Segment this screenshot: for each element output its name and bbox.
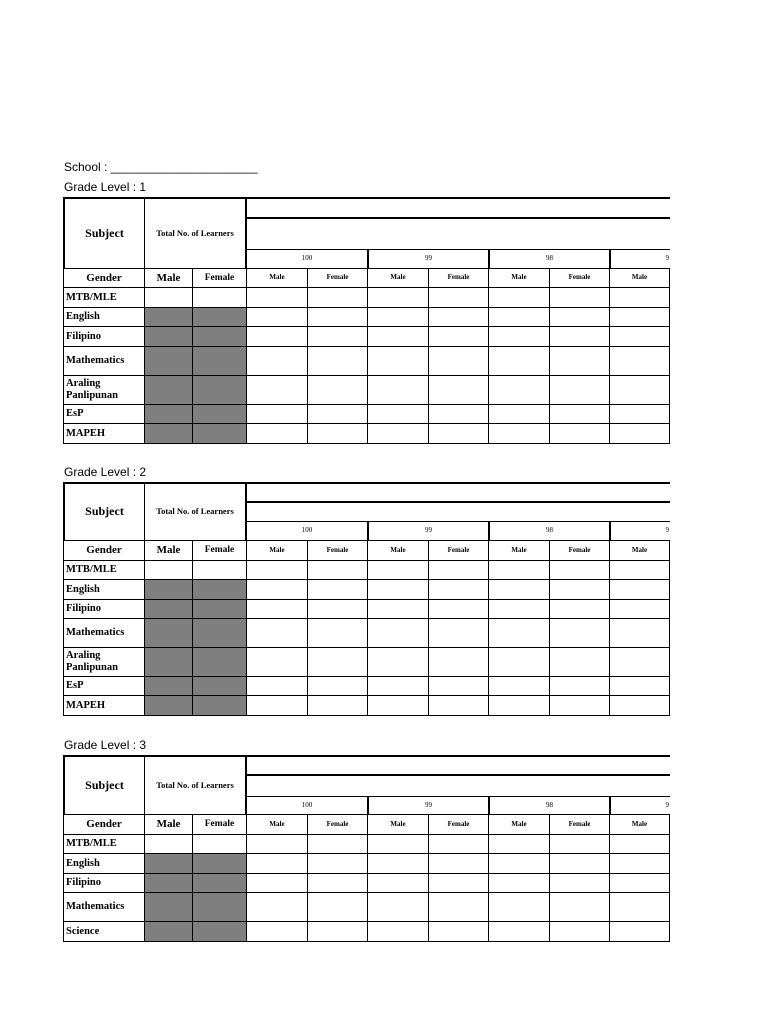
gender-sub-label: Male xyxy=(609,814,670,835)
gender-sub-label: Female xyxy=(307,268,368,288)
score-cell xyxy=(609,579,670,600)
header-band-top xyxy=(246,755,670,776)
header-band-top xyxy=(246,197,670,219)
gender-sub-label: Female xyxy=(549,814,610,835)
score-cell xyxy=(367,599,429,619)
male-count-cell xyxy=(144,676,193,696)
female-header: Female xyxy=(192,540,247,561)
male-count-cell xyxy=(144,618,193,648)
subject-name: English xyxy=(63,307,145,327)
score-cell xyxy=(488,579,550,600)
subject-name: Mathematics xyxy=(63,618,145,648)
female-count-cell xyxy=(192,375,247,405)
female-count-cell xyxy=(192,579,247,600)
gender-sub-label: Female xyxy=(307,814,368,835)
gender-sub-label: Male xyxy=(488,540,550,561)
score-cell xyxy=(488,599,550,619)
score-cell xyxy=(307,892,368,922)
male-count-cell xyxy=(144,892,193,922)
header-band-middle xyxy=(246,218,670,250)
score-cell xyxy=(609,647,670,677)
female-count-cell xyxy=(192,834,247,854)
score-cell xyxy=(246,695,308,716)
header-band-middle xyxy=(246,775,670,797)
total-learners-header: Total No. of Learners xyxy=(144,755,247,815)
score-cell xyxy=(488,647,550,677)
score-cell xyxy=(307,404,368,424)
female-count-cell xyxy=(192,892,247,922)
score-cell xyxy=(367,873,429,893)
score-cell xyxy=(609,676,670,696)
score-cell xyxy=(307,346,368,376)
score-cell xyxy=(246,676,308,696)
female-count-cell xyxy=(192,853,247,874)
score-cell xyxy=(428,695,489,716)
score-cell xyxy=(488,560,550,580)
score-cell xyxy=(549,676,610,696)
score-column-header: 9 xyxy=(609,249,670,269)
score-cell xyxy=(246,423,308,444)
female-header: Female xyxy=(192,814,247,835)
score-cell xyxy=(488,695,550,716)
score-cell xyxy=(246,892,308,922)
female-count-cell xyxy=(192,560,247,580)
score-cell xyxy=(549,892,610,922)
score-cell xyxy=(307,423,368,444)
score-cell xyxy=(307,560,368,580)
score-cell xyxy=(428,326,489,347)
female-count-cell xyxy=(192,921,247,942)
score-cell xyxy=(428,892,489,922)
score-cell xyxy=(549,423,610,444)
gender-sub-label: Male xyxy=(246,268,308,288)
score-cell xyxy=(367,647,429,677)
score-cell xyxy=(307,873,368,893)
score-cell xyxy=(609,853,670,874)
male-count-cell xyxy=(144,695,193,716)
male-header: Male xyxy=(144,540,193,561)
score-cell xyxy=(307,853,368,874)
score-column-header: 99 xyxy=(367,521,489,541)
score-cell xyxy=(488,404,550,424)
score-cell xyxy=(488,307,550,327)
score-cell xyxy=(367,853,429,874)
score-cell xyxy=(488,326,550,347)
gender-label: Gender xyxy=(63,540,145,561)
score-cell xyxy=(428,287,489,308)
score-cell xyxy=(246,579,308,600)
score-cell xyxy=(307,676,368,696)
male-count-cell xyxy=(144,647,193,677)
gender-sub-label: Female xyxy=(549,268,610,288)
female-count-cell xyxy=(192,346,247,376)
score-cell xyxy=(488,676,550,696)
score-cell xyxy=(246,560,308,580)
score-cell xyxy=(549,307,610,327)
score-cell xyxy=(549,404,610,424)
score-cell xyxy=(488,346,550,376)
male-header: Male xyxy=(144,268,193,288)
score-column-header: 9 xyxy=(609,521,670,541)
score-cell xyxy=(367,618,429,648)
score-cell xyxy=(428,423,489,444)
gender-label: Gender xyxy=(63,268,145,288)
score-cell xyxy=(428,404,489,424)
male-count-cell xyxy=(144,375,193,405)
score-cell xyxy=(549,287,610,308)
gender-sub-label: Male xyxy=(609,540,670,561)
score-cell xyxy=(428,647,489,677)
score-column-header: 98 xyxy=(488,521,610,541)
score-column-header: 100 xyxy=(246,249,368,269)
score-cell xyxy=(246,921,308,942)
score-cell xyxy=(609,892,670,922)
female-header: Female xyxy=(192,268,247,288)
score-cell xyxy=(549,873,610,893)
score-cell xyxy=(488,287,550,308)
subject-name: Filipino xyxy=(63,326,145,347)
gender-sub-label: Male xyxy=(367,814,429,835)
gender-sub-label: Male xyxy=(609,268,670,288)
gender-sub-label: Female xyxy=(307,540,368,561)
score-cell xyxy=(609,404,670,424)
male-count-cell xyxy=(144,307,193,327)
subject-name: Mathematics xyxy=(63,892,145,922)
score-cell xyxy=(609,375,670,405)
male-count-cell xyxy=(144,404,193,424)
score-cell xyxy=(367,579,429,600)
score-cell xyxy=(428,579,489,600)
score-cell xyxy=(246,326,308,347)
score-cell xyxy=(488,834,550,854)
score-cell xyxy=(367,695,429,716)
score-cell xyxy=(428,921,489,942)
score-cell xyxy=(246,375,308,405)
score-column-header: 99 xyxy=(367,796,489,815)
score-cell xyxy=(549,579,610,600)
male-header: Male xyxy=(144,814,193,835)
subject-name: Filipino xyxy=(63,873,145,893)
score-cell xyxy=(428,618,489,648)
male-count-cell xyxy=(144,287,193,308)
score-cell xyxy=(549,834,610,854)
male-count-cell xyxy=(144,599,193,619)
score-cell xyxy=(609,695,670,716)
male-count-cell xyxy=(144,579,193,600)
score-cell xyxy=(549,346,610,376)
subject-name: MTB/MLE xyxy=(63,560,145,580)
score-cell xyxy=(609,423,670,444)
score-cell xyxy=(488,892,550,922)
gender-sub-label: Female xyxy=(428,540,489,561)
gender-sub-label: Male xyxy=(488,268,550,288)
score-column-header: 9 xyxy=(609,796,670,815)
subject-name: Science xyxy=(63,921,145,942)
score-cell xyxy=(367,307,429,327)
male-count-cell xyxy=(144,873,193,893)
score-cell xyxy=(246,307,308,327)
subject-name: MTB/MLE xyxy=(63,834,145,854)
gender-sub-label: Male xyxy=(246,540,308,561)
score-cell xyxy=(246,404,308,424)
subject-name: EsP xyxy=(63,676,145,696)
score-cell xyxy=(549,647,610,677)
score-cell xyxy=(367,326,429,347)
score-cell xyxy=(307,287,368,308)
total-learners-header: Total No. of Learners xyxy=(144,197,247,269)
school-field: School : ______________________ xyxy=(64,160,258,174)
female-count-cell xyxy=(192,326,247,347)
gender-sub-label: Male xyxy=(367,268,429,288)
score-cell xyxy=(367,404,429,424)
score-cell xyxy=(367,676,429,696)
score-cell xyxy=(609,307,670,327)
score-cell xyxy=(488,921,550,942)
score-cell xyxy=(246,834,308,854)
score-cell xyxy=(246,647,308,677)
score-cell xyxy=(307,375,368,405)
score-cell xyxy=(428,560,489,580)
score-cell xyxy=(488,853,550,874)
score-cell xyxy=(367,892,429,922)
female-count-cell xyxy=(192,423,247,444)
score-cell xyxy=(428,676,489,696)
gender-sub-label: Female xyxy=(428,814,489,835)
gender-sub-label: Male xyxy=(246,814,308,835)
grade-level-title: Grade Level : 1 xyxy=(64,180,147,194)
score-cell xyxy=(307,834,368,854)
score-cell xyxy=(609,346,670,376)
subject-name: Filipino xyxy=(63,599,145,619)
score-cell xyxy=(307,695,368,716)
score-cell xyxy=(488,873,550,893)
score-cell xyxy=(367,921,429,942)
score-cell xyxy=(367,834,429,854)
score-cell xyxy=(488,423,550,444)
male-count-cell xyxy=(144,560,193,580)
subject-name: MTB/MLE xyxy=(63,287,145,308)
score-cell xyxy=(488,618,550,648)
subject-name: Mathematics xyxy=(63,346,145,376)
score-cell xyxy=(307,618,368,648)
female-count-cell xyxy=(192,599,247,619)
score-cell xyxy=(307,647,368,677)
score-cell xyxy=(246,599,308,619)
score-cell xyxy=(549,921,610,942)
subject-name: EsP xyxy=(63,404,145,424)
score-cell xyxy=(428,375,489,405)
grade-level-title: Grade Level : 3 xyxy=(64,738,147,752)
score-cell xyxy=(428,307,489,327)
score-cell xyxy=(307,326,368,347)
gender-sub-label: Male xyxy=(367,540,429,561)
total-learners-header: Total No. of Learners xyxy=(144,482,247,541)
score-cell xyxy=(246,618,308,648)
female-count-cell xyxy=(192,307,247,327)
subject-name: MAPEH xyxy=(63,423,145,444)
score-cell xyxy=(428,834,489,854)
male-count-cell xyxy=(144,326,193,347)
score-column-header: 99 xyxy=(367,249,489,269)
score-column-header: 100 xyxy=(246,796,368,815)
gender-label: Gender xyxy=(63,814,145,835)
score-cell xyxy=(549,560,610,580)
score-cell xyxy=(609,618,670,648)
score-cell xyxy=(428,346,489,376)
score-cell xyxy=(549,375,610,405)
score-cell xyxy=(367,423,429,444)
score-cell xyxy=(549,326,610,347)
male-count-cell xyxy=(144,853,193,874)
score-cell xyxy=(549,618,610,648)
female-count-cell xyxy=(192,873,247,893)
female-count-cell xyxy=(192,618,247,648)
male-count-cell xyxy=(144,346,193,376)
score-cell xyxy=(246,873,308,893)
subject-header: Subject xyxy=(63,197,145,269)
gender-sub-label: Female xyxy=(428,268,489,288)
score-cell xyxy=(246,346,308,376)
subject-name: English xyxy=(63,579,145,600)
score-cell xyxy=(367,375,429,405)
male-count-cell xyxy=(144,921,193,942)
score-cell xyxy=(488,375,550,405)
score-cell xyxy=(367,346,429,376)
subject-name: English xyxy=(63,853,145,874)
score-cell xyxy=(367,560,429,580)
score-cell xyxy=(549,695,610,716)
header-band-middle xyxy=(246,502,670,522)
score-cell xyxy=(307,579,368,600)
score-cell xyxy=(609,599,670,619)
score-cell xyxy=(549,853,610,874)
grade-level-title: Grade Level : 2 xyxy=(64,465,147,479)
score-cell xyxy=(609,921,670,942)
score-cell xyxy=(428,853,489,874)
score-cell xyxy=(307,307,368,327)
gender-sub-label: Male xyxy=(488,814,550,835)
female-count-cell xyxy=(192,695,247,716)
score-cell xyxy=(609,834,670,854)
score-cell xyxy=(246,287,308,308)
score-column-header: 98 xyxy=(488,796,610,815)
subject-header: Subject xyxy=(63,482,145,541)
subject-name: Araling Panlipunan xyxy=(63,647,145,677)
score-cell xyxy=(428,599,489,619)
score-cell xyxy=(609,873,670,893)
female-count-cell xyxy=(192,287,247,308)
score-column-header: 98 xyxy=(488,249,610,269)
score-cell xyxy=(428,873,489,893)
header-band-top xyxy=(246,482,670,503)
score-cell xyxy=(609,326,670,347)
score-cell xyxy=(367,287,429,308)
score-cell xyxy=(307,599,368,619)
score-column-header: 100 xyxy=(246,521,368,541)
subject-name: MAPEH xyxy=(63,695,145,716)
score-cell xyxy=(609,560,670,580)
score-cell xyxy=(307,921,368,942)
male-count-cell xyxy=(144,834,193,854)
score-cell xyxy=(549,599,610,619)
female-count-cell xyxy=(192,676,247,696)
female-count-cell xyxy=(192,647,247,677)
score-cell xyxy=(609,287,670,308)
subject-name: Araling Panlipunan xyxy=(63,375,145,405)
gender-sub-label: Female xyxy=(549,540,610,561)
score-cell xyxy=(246,853,308,874)
male-count-cell xyxy=(144,423,193,444)
female-count-cell xyxy=(192,404,247,424)
subject-header: Subject xyxy=(63,755,145,815)
